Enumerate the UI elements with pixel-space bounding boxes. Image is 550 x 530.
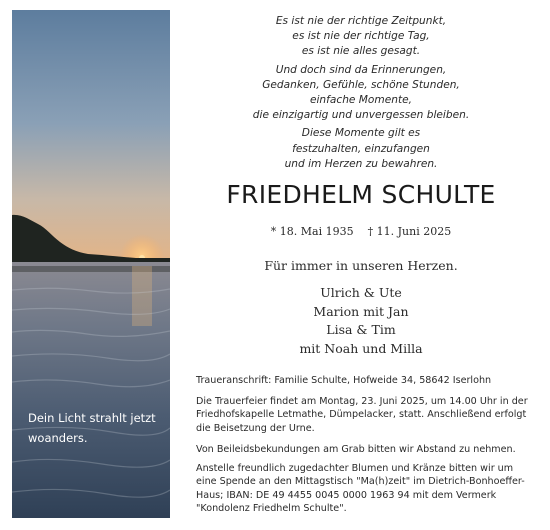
poem-line: es ist nie der richtige Tag,	[292, 30, 430, 43]
ceremony-line: Friedhofskapelle Letmathe, Dümpelacker, statt. Anschließend erfolgt	[196, 409, 527, 421]
poem-line: und im Herzen zu bewahren.	[284, 157, 438, 170]
photo-caption-line: woanders.	[28, 431, 88, 445]
deceased-name: FRIEDHELM SCHULTE	[226, 180, 496, 209]
poem-line: Diese Momente gilt es	[301, 127, 421, 140]
birth-date: * 18. Mai 1935	[270, 225, 354, 238]
poem-stanza	[186, 14, 536, 60]
poem-line: es ist nie alles gesagt.	[301, 45, 421, 58]
motto: Für immer in unseren Herzen.	[264, 258, 458, 273]
donation-line: Haus; IBAN: DE 49 4455 0045 0000 1963 94 mit dem Vermerk	[196, 489, 497, 501]
family-member: Lisa & Tim	[326, 322, 396, 338]
family-member: Marion mit Jan	[313, 303, 409, 319]
donation-line: eine Spende an den Mittagstisch "Ma(h)zeit" im Dietrich-Bonhoeffer-	[196, 476, 525, 488]
donation-line: "Kondolenz Friedhelm Schulte".	[196, 503, 347, 515]
donation-info	[196, 462, 536, 516]
death-date: † 11. Juni 2025	[367, 225, 452, 238]
lake-sunset-photo	[12, 10, 170, 518]
mourning-address: Traueranschrift: Familie Schulte, Hofweide 34, 58642 Iserlohn	[196, 375, 492, 386]
ceremony-info	[196, 395, 536, 435]
poem-line: die einzigartig und unvergessen bleiben.	[252, 109, 470, 122]
poem-line: einfache Momente,	[309, 94, 413, 107]
poem	[186, 14, 536, 175]
poem-line: Es ist nie der richtige Zeitpunkt,	[275, 15, 447, 27]
life-dates	[186, 225, 536, 238]
poem-stanza	[186, 63, 536, 124]
photo-caption-line: Dein Licht strahlt jetzt	[28, 411, 156, 425]
ceremony-line: die Beisetzung der Urne.	[196, 422, 315, 434]
family-member: mit Noah und Milla	[299, 340, 423, 356]
family-list	[186, 284, 536, 358]
photo-caption	[28, 408, 170, 448]
poem-line: festzuhalten, einzufangen	[292, 142, 430, 155]
poem-line: Gedanken, Gefühle, schöne Stunden,	[262, 78, 460, 91]
poem-line: Und doch sind da Erinnerungen,	[275, 63, 447, 76]
donation-line: Anstelle freundlich zugedachter Blumen und Kränze bitten wir um	[196, 463, 514, 474]
poem-stanza	[186, 126, 536, 172]
condolence-note: Von Beileidsbekundungen am Grab bitten wir Abstand zu nehmen.	[196, 444, 516, 455]
family-member: Ulrich & Ute	[320, 285, 402, 300]
ceremony-line: Die Trauerfeier findet am Montag, 23. Juni 2025, um 14.00 Uhr in der	[196, 396, 528, 407]
